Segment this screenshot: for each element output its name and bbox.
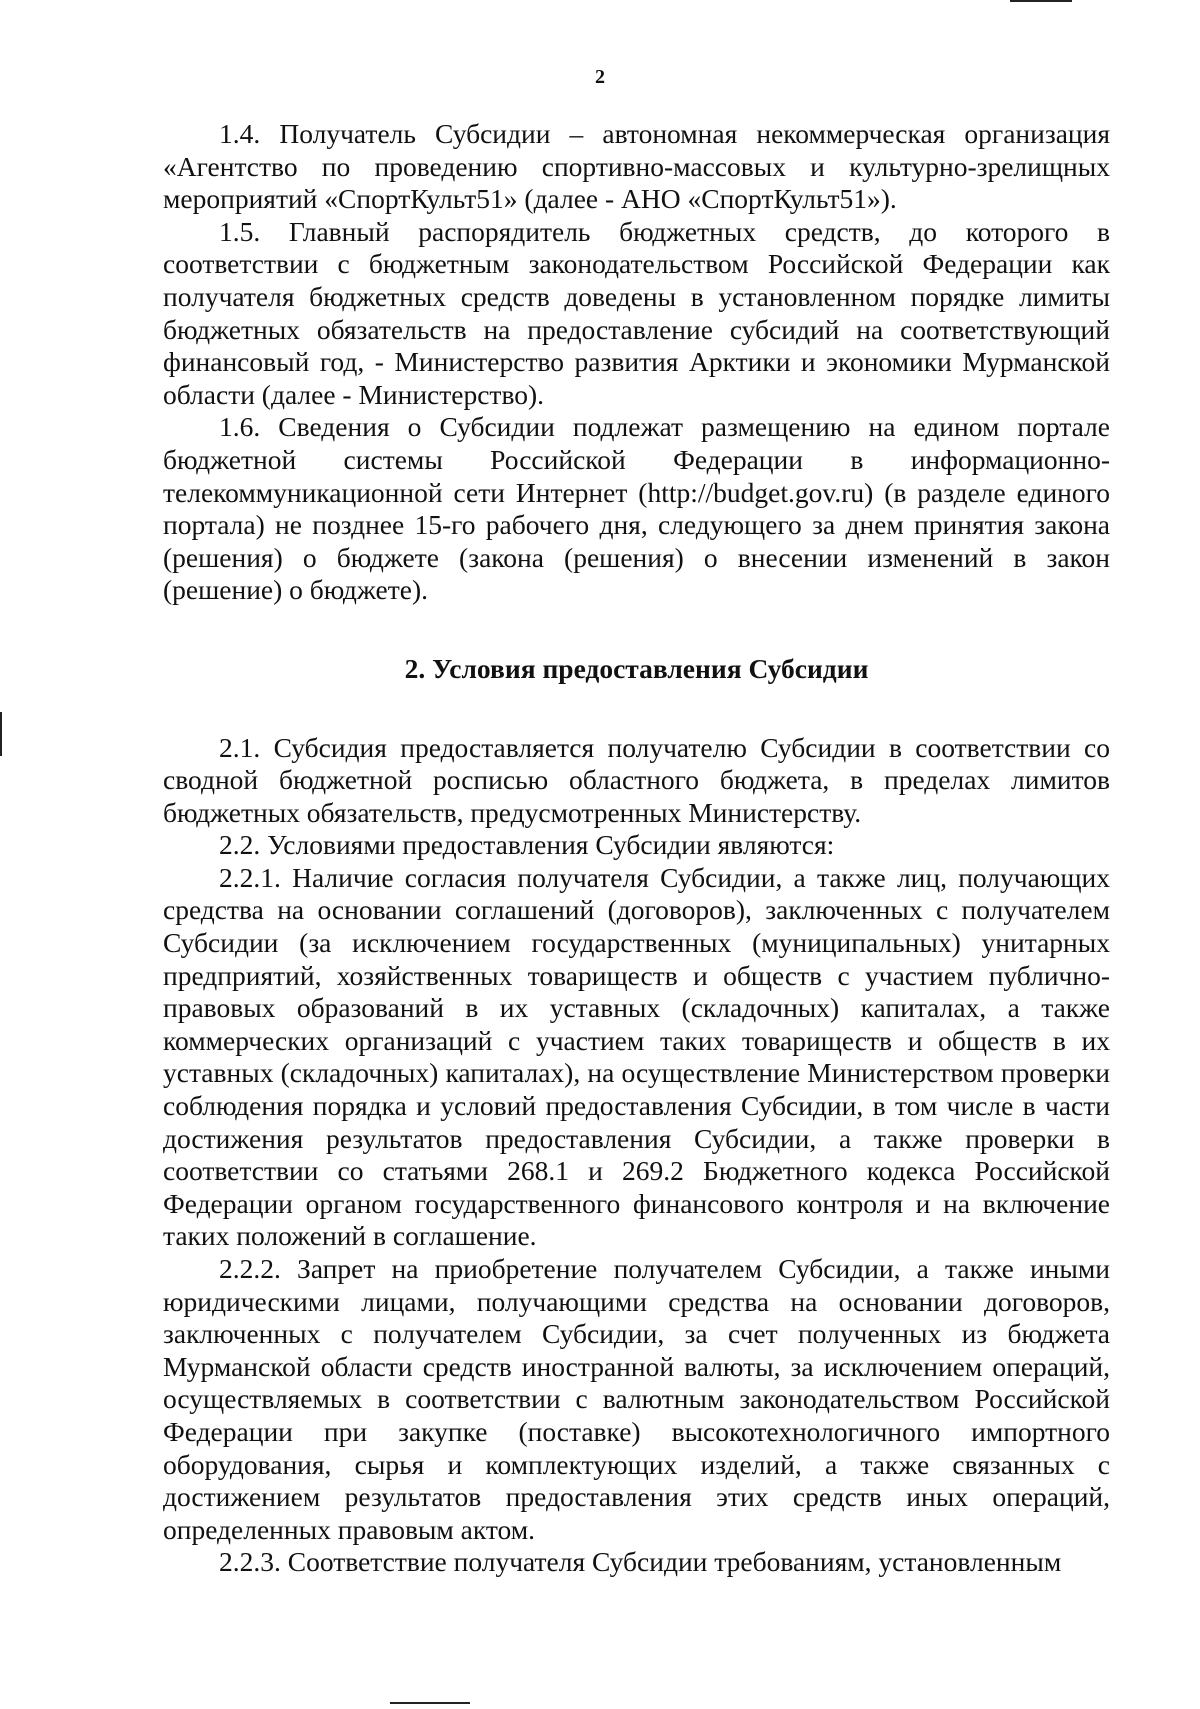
paragraph-2-2-3: 2.2.3. Соответствие получателя Субсидии требованиям, установленным [219,1546,1062,1578]
paragraph-1-6: 1.6. Сведения о Субсидии подлежат размещению на едином портале бюджетной системы Российской Федерации в информационно-телекоммуникационной сети Интернет (http://budget.gov.ru) (в разделе единого портала) не позднее 15-го рабочего дня, следующего за днем принятия закона (решения) о бюджете (закона (решения) о внесении изменений в закон (решение) о бюджете). [163,411,1110,606]
paragraph-1-5: 1.5. Главный распорядитель бюджетных средств, до которого в соответствии с бюджетным законодательством Российской Федерации как получателя бюджетных средств доведены в установленном порядке лимиты бюджетных обязательств на предоставление субсидий на соответствующий финансовый год, - Министерство развития Арктики и экономики Мурманской области (далее - Министерство). [163,215,1110,410]
scan-edge-mark-top [1010,0,1072,2]
paragraph-2-2-1: 2.2.1. Наличие согласия получателя Субсидии, а также лиц, получающих средства на основании соглашений (договоров), заключенных с получателем Субсидии (за исключением государственных (муниципальных) унитарных предприятий, хозяйственных товариществ и обществ с участием публично-правовых образований в их уставных (складочных) капиталах, а также коммерческих организаций с участием таких товариществ и обществ в их уставных (складочных) капиталах), на осуществление Министерством проверки соблюдения порядка и условий предоставления Субсидии, в том числе в части достижения результатов предоставления Субсидии, а также проверки в соответствии со статьями 268.1 и 269.2 Бюджетного кодекса Российской Федерации органом государственного финансового контроля и на включение таких положений в соглашение. [163,861,1110,1252]
section-heading: 2. Условия предоставления Субсидии [404,652,869,684]
paragraph-1-4: 1.4. Получатель Субсидии – автономная некоммерческая организация «Агентство по проведению спортивно-массовых и культурно-зрелищных мероприятий «СпортКульт51» (далее - АНО «СпортКульт51»). [163,118,1110,215]
page-number: 2 [595,66,605,88]
paragraph-2-1: 2.1. Субсидия предоставляется получателю Субсидии в соответствии со сводной бюджетной росписью областного бюджета, в пределах лимитов бюджетных обязательств, предусмотренных Министерству. [163,731,1110,828]
paragraph-2-2: 2.2. Условиями предоставления Субсидии являются: [219,829,835,861]
scan-edge-mark-left [0,712,2,756]
document-body [163,118,1110,1579]
scan-edge-mark-bottom [390,1702,470,1704]
paragraph-2-2-2: 2.2.2. Запрет на приобретение получателем Субсидии, а также иными юридическими лицами, получающими средства на основании договоров, заключенных с получателем Субсидии, за счет полученных из бюджета Мурманской области средств иностранной валюты, за исключением операций, осуществляемых в соответствии с валютным законодательством Российской Федерации при закупке (поставке) высокотехнологичного импортного оборудования, сырья и комплектующих изделий, а также связанных с достижением результатов предоставления этих средств иных операций, определенных правовым актом. [163,1253,1110,1545]
